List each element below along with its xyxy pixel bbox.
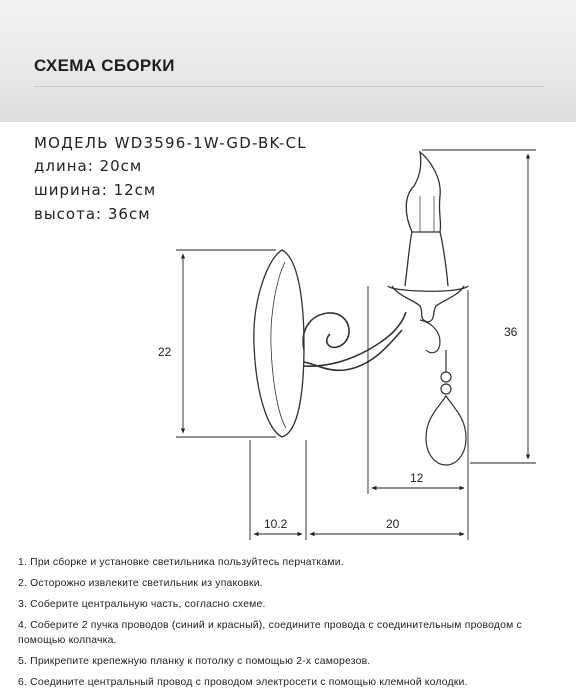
step-item: 1. При сборке и установке светильника пользуйтесь перчатками. <box>18 557 344 568</box>
dim-36 <box>422 150 536 463</box>
dim-36-label: 36 <box>504 325 518 339</box>
spec-height: высота: 36см <box>34 205 151 223</box>
spec-width: ширина: 12см <box>34 181 157 199</box>
step-item: 2. Осторожно извлеките светильник из упаковки. <box>18 578 263 589</box>
wall-plate <box>254 250 304 437</box>
dim-22-label: 22 <box>158 345 172 359</box>
step-item: 5. Прикрепите крепежную планку к потолку с помощью 2-х саморезов. <box>18 656 371 667</box>
spec-length: длина: 20см <box>34 157 143 175</box>
step-item: 6. Соедините центральный провод с проводом электросети с помощью клемной колодки. <box>18 677 468 688</box>
assembly-steps <box>18 555 568 696</box>
dim-10-2-label: 10.2 <box>264 517 288 531</box>
dim-22 <box>176 250 276 437</box>
lamp-arm <box>303 312 440 370</box>
crystal-pendant <box>426 350 466 465</box>
page-title: СХЕМА СБОРКИ <box>34 56 175 75</box>
step-item: 4. Соберите 2 пучка проводов (синий и красный), соедините провода с соединительным проводом с помощью колпачка. <box>18 620 522 646</box>
dim-12-label: 12 <box>410 471 424 485</box>
model-name: МОДЕЛЬ WD3596-1W-GD-BK-CL <box>34 134 307 152</box>
candle-holder <box>388 152 468 322</box>
step-item: 3. Соберите центральную часть, согласно схеме. <box>18 599 266 610</box>
dim-20-label: 20 <box>386 517 400 531</box>
